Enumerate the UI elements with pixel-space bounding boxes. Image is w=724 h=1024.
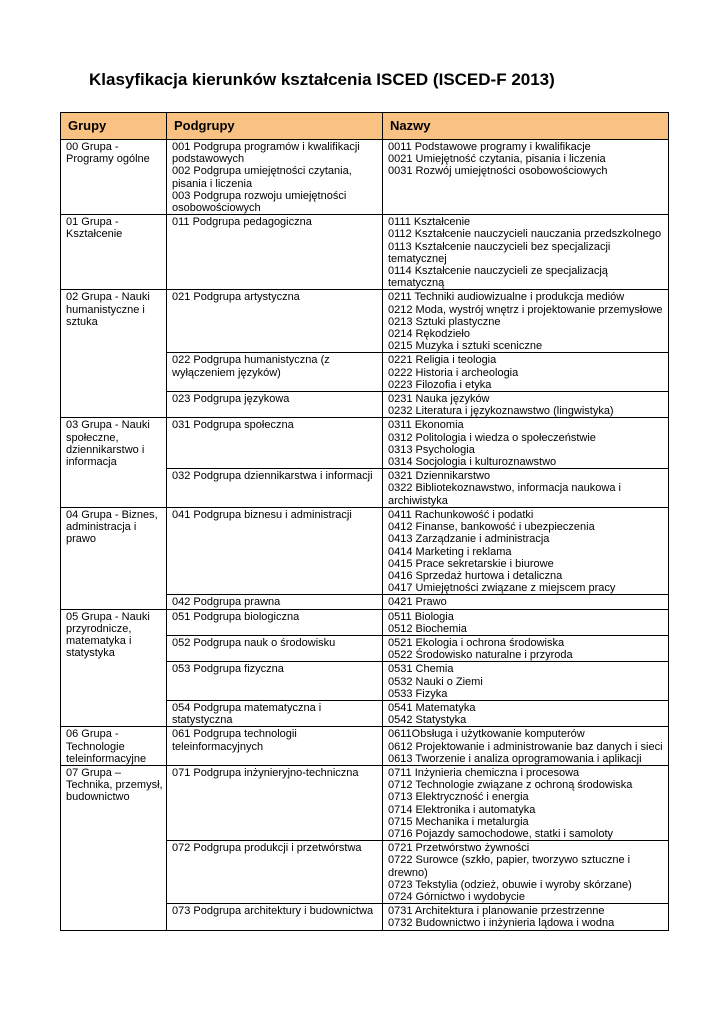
name-entry: 0612 Projektowanie i administrowanie baz danych i sieci xyxy=(388,740,663,753)
group-cell: 05 Grupa - Nauki przyrodnicze, matematyka i statystyka xyxy=(61,609,167,727)
name-entry: 0512 Biochemia xyxy=(388,622,467,635)
table-row xyxy=(61,727,669,766)
name-entry: 0532 Nauki o Ziemi xyxy=(388,675,483,688)
name-entry: 0221 Religia i teologia xyxy=(388,354,497,367)
name-entry: 0021 Umiejętność czytania, pisania i liczenia xyxy=(388,153,606,166)
subgroup-line: 002 Podgrupa umiejętności czytania, pisania i liczenia xyxy=(172,165,352,190)
name-entry: 0533 Fizyka xyxy=(388,687,448,700)
name-entry: 0215 Muzyka i sztuki sceniczne xyxy=(388,340,543,353)
subgroup-cell xyxy=(167,662,383,701)
name-entry: 0312 Politologia i wiedza o społeczeństwie xyxy=(388,431,596,444)
subgroup-line: 053 Podgrupa fizyczna xyxy=(172,663,284,676)
name-entry: 0716 Pojazdy samochodowe, statki i samoloty xyxy=(388,827,614,840)
page-title: Klasyfikacja kierunków kształcenia ISCED (ISCED-F 2013) xyxy=(89,70,555,89)
subgroup-cell xyxy=(167,469,383,508)
name-entry: 0415 Prace sekretarskie i biurowe xyxy=(388,557,554,570)
names-cell xyxy=(383,140,669,215)
table-row xyxy=(61,609,669,635)
name-entry: 0232 Literatura i językoznawstwo (lingwistyka) xyxy=(388,405,614,418)
subgroup-cell xyxy=(167,290,383,353)
subgroup-line: 011 Podgrupa pedagogiczna xyxy=(172,216,312,229)
name-entry: 0531 Chemia xyxy=(388,663,454,676)
name-entry: 0211 Techniki audiowizualne i produkcja mediów xyxy=(388,291,625,304)
subgroup-cell xyxy=(167,392,383,418)
group-cell: 06 Grupa - Technologie teleinformacyjne xyxy=(61,727,167,766)
group-cell: 04 Grupa - Biznes, administracja i prawo xyxy=(61,507,167,609)
isced-table xyxy=(60,112,669,931)
subgroup-cell xyxy=(167,635,383,661)
subgroup-cell xyxy=(167,609,383,635)
subgroup-cell xyxy=(167,418,383,469)
subgroup-line: 052 Podgrupa nauk o środowisku xyxy=(172,636,336,649)
header-podgrupy: Podgrupy xyxy=(167,113,383,140)
names-cell xyxy=(383,841,669,904)
name-entry: 0111 Kształcenie xyxy=(388,216,471,229)
subgroup-cell xyxy=(167,765,383,840)
name-entry: 0114 Kształcenie nauczycieli ze specjalizacją tematyczną xyxy=(388,265,608,290)
name-entry: 0542 Statystyka xyxy=(388,714,467,727)
name-entry: 0416 Sprzedaż hurtowa i detaliczna xyxy=(388,569,563,582)
subgroup-line: 021 Podgrupa artystyczna xyxy=(172,291,300,304)
table-row xyxy=(61,418,669,469)
subgroup-line: 041 Podgrupa biznesu i administracji xyxy=(172,508,352,521)
name-entry: 0715 Mechanika i metalurgia xyxy=(388,815,529,828)
name-entry: 0731 Architektura i planowanie przestrzenne xyxy=(388,905,605,918)
group-cell: 01 Grupa - Kształcenie xyxy=(61,215,167,290)
names-cell xyxy=(383,635,669,661)
subgroup-line: 071 Podgrupa inżynieryjno-techniczna xyxy=(172,766,359,779)
name-entry: 0413 Zarządzanie i administracja xyxy=(388,533,550,546)
names-cell xyxy=(383,609,669,635)
subgroup-line: 073 Podgrupa architektury i budownictwa xyxy=(172,905,374,918)
names-cell xyxy=(383,469,669,508)
subgroup-line: 054 Podgrupa matematyczna i statystyczna xyxy=(172,701,322,727)
name-entry: 0522 Środowisko naturalne i przyroda xyxy=(388,649,573,662)
subgroup-line: 022 Podgrupa humanistyczna (z wyłączeniem języków) xyxy=(172,354,330,379)
name-entry: 0611Obsługa i użytkowanie komputerów xyxy=(388,728,585,741)
names-cell xyxy=(383,215,669,290)
subgroup-cell xyxy=(167,140,383,215)
group-cell: 07 Grupa – Technika, przemysł, budownictwo xyxy=(61,765,167,930)
group-cell: 02 Grupa - Nauki humanistyczne i sztuka xyxy=(61,290,167,418)
name-entry: 0723 Tekstylia (odzież, obuwie i wyroby skórzane) xyxy=(388,878,632,891)
name-entry: 0223 Filozofia i etyka xyxy=(388,378,492,391)
name-entry: 0712 Technologie związane z ochroną środowiska xyxy=(388,779,633,792)
names-cell xyxy=(383,507,669,594)
names-cell xyxy=(383,727,669,766)
name-entry: 0722 Surowce (szkło, papier, tworzywo sztuczne i drewno) xyxy=(388,854,631,879)
subgroup-cell xyxy=(167,700,383,726)
table-row xyxy=(61,290,669,353)
name-entry: 0321 Dziennikarstwo xyxy=(388,470,491,483)
subgroup-line: 023 Podgrupa językowa xyxy=(172,393,290,406)
header-grupy: Grupy xyxy=(61,113,167,140)
name-entry: 0417 Umiejętności związane z miejscem pracy xyxy=(388,582,616,595)
group-cell: 00 Grupa - Programy ogólne xyxy=(61,140,167,215)
name-entry: 0112 Kształcenie nauczycieli nauczania przedszkolnego xyxy=(388,228,662,241)
names-cell xyxy=(383,765,669,840)
name-entry: 0541 Matematyka xyxy=(388,701,476,714)
name-entry: 0421 Prawo xyxy=(388,596,447,609)
subgroup-cell xyxy=(167,595,383,609)
name-entry: 0011 Podstawowe programy i kwalifikacje xyxy=(388,141,591,153)
subgroup-line: 051 Podgrupa biologiczna xyxy=(172,610,300,623)
name-entry: 0213 Sztuki plastyczne xyxy=(388,315,501,328)
subgroup-line: 072 Podgrupa produkcji i przetwórstwa xyxy=(172,842,362,855)
subgroup-cell xyxy=(167,727,383,766)
subgroup-cell xyxy=(167,353,383,392)
subgroup-line: 001 Podgrupa programów i kwalifikacji podstawowych xyxy=(172,141,360,166)
name-entry: 0714 Elektronika i automatyka xyxy=(388,803,536,816)
name-entry: 0711 Inżynieria chemiczna i procesowa xyxy=(388,766,580,779)
names-cell xyxy=(383,595,669,609)
table-row xyxy=(61,140,669,215)
subgroup-line: 061 Podgrupa technologii teleinformacyjnych xyxy=(172,728,297,753)
header-nazwy: Nazwy xyxy=(383,113,669,140)
subgroup-cell xyxy=(167,215,383,290)
name-entry: 0314 Socjologia i kulturoznawstwo xyxy=(388,456,557,469)
subgroup-line: 032 Podgrupa dziennikarstwa i informacji xyxy=(172,470,373,483)
subgroup-line: 031 Podgrupa społeczna xyxy=(172,419,294,432)
names-cell xyxy=(383,290,669,353)
name-entry: 0031 Rozwój umiejętności osobowościowych xyxy=(388,165,608,178)
name-entry: 0521 Ekologia i ochrona środowiska xyxy=(388,636,565,649)
table-row xyxy=(61,507,669,594)
name-entry: 0713 Elektryczność i energia xyxy=(388,791,529,804)
name-entry: 0222 Historia i archeologia xyxy=(388,366,519,379)
table-row xyxy=(61,215,669,290)
subgroup-cell xyxy=(167,904,383,930)
subgroup-cell xyxy=(167,507,383,594)
table-row xyxy=(61,765,669,840)
names-cell xyxy=(383,700,669,726)
names-cell xyxy=(383,392,669,418)
name-entry: 0732 Budownictwo i inżynieria lądowa i wodna xyxy=(388,917,615,930)
name-entry: 0411 Rachunkowość i podatki xyxy=(388,508,534,521)
name-entry: 0322 Bibliotekoznawstwo, informacja naukowa i archiwistyka xyxy=(388,482,621,507)
names-cell xyxy=(383,662,669,701)
group-cell: 03 Grupa - Nauki społeczne, dziennikarstwo i informacja xyxy=(61,418,167,507)
name-entry: 0414 Marketing i reklama xyxy=(388,545,512,558)
name-entry: 0724 Górnictwo i wydobycie xyxy=(388,890,525,903)
name-entry: 0511 Biologia xyxy=(388,610,454,623)
name-entry: 0613 Tworzenie i analiza oprogramowania i aplikacji xyxy=(388,752,642,765)
name-entry: 0212 Moda, wystrój wnętrz i projektowanie przemysłowe xyxy=(388,303,663,316)
name-entry: 0311 Ekonomia xyxy=(388,419,464,432)
table-header-row xyxy=(61,113,669,140)
subgroup-cell xyxy=(167,841,383,904)
subgroup-line: 003 Podgrupa rozwoju umiejętności osobowościowych xyxy=(172,189,347,215)
name-entry: 0113 Kształcenie nauczycieli bez specjalizacji tematycznej xyxy=(388,240,611,265)
name-entry: 0412 Finanse, bankowość i ubezpieczenia xyxy=(388,521,595,534)
name-entry: 0231 Nauka języków xyxy=(388,393,490,406)
name-entry: 0313 Psychologia xyxy=(388,443,475,456)
names-cell xyxy=(383,418,669,469)
names-cell xyxy=(383,353,669,392)
name-entry: 0214 Rękodzieło xyxy=(388,328,470,341)
names-cell xyxy=(383,904,669,930)
table-body xyxy=(61,140,669,931)
subgroup-line: 042 Podgrupa prawna xyxy=(172,596,281,609)
name-entry: 0721 Przetwórstwo żywności xyxy=(388,842,530,855)
